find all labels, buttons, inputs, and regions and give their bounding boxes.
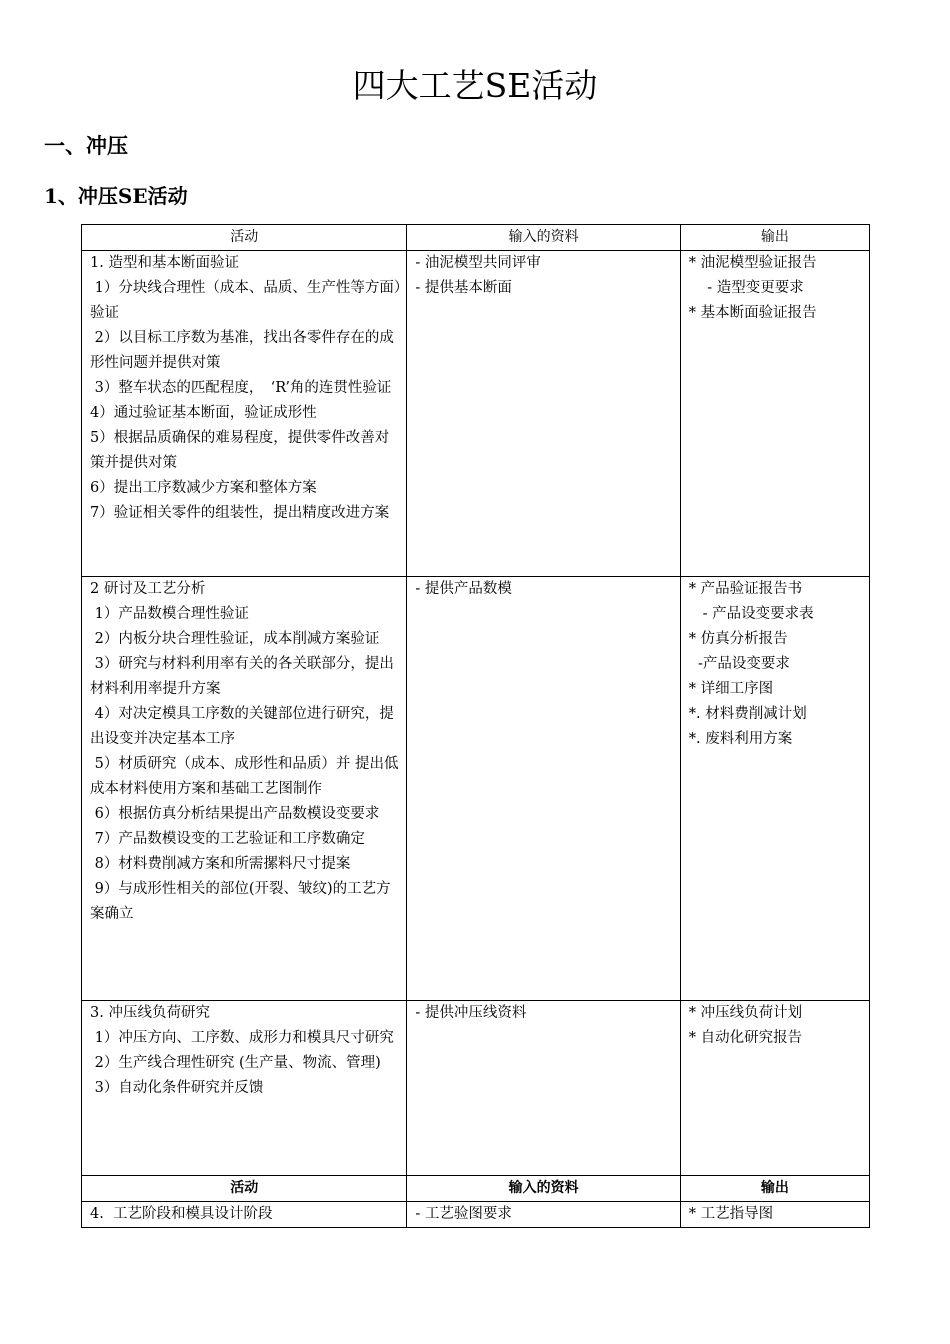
input-cell	[407, 251, 680, 577]
subsection-heading: 1、冲压SE活动	[44, 184, 188, 208]
input-cell	[407, 577, 680, 1001]
output-line: *. 废料利用方案	[688, 731, 793, 747]
activity-line: 3）自动化条件研究并反馈	[90, 1080, 264, 1096]
input-cell	[407, 1001, 680, 1176]
section-heading: 一、冲压	[44, 133, 128, 158]
table-row	[82, 1001, 870, 1176]
output-line: - 产品设变要求表	[688, 606, 814, 622]
output-line: * 基本断面验证报告	[688, 305, 817, 321]
output-line: * 仿真分析报告	[688, 631, 788, 647]
output-cell	[680, 577, 869, 1001]
output-line: -产品设变要求	[688, 656, 790, 672]
header-activity: 活动	[82, 1176, 407, 1202]
activity-line: 7）验证相关零件的组装性，提出精度改进方案	[90, 505, 390, 521]
activity-line: 2）内板分块合理性验证，成本削减方案验证	[90, 631, 380, 647]
activity-cell	[82, 1202, 407, 1228]
activity-line: 1. 造型和基本断面验证	[90, 255, 239, 271]
activity-cell	[82, 1001, 407, 1176]
activity-line: 2）生产线合理性研究 (生产量、物流、管理)	[90, 1055, 381, 1071]
document-title: 四大工艺SE活动	[352, 66, 598, 105]
header-output: 输出	[680, 225, 869, 251]
header-output: 输出	[680, 1176, 869, 1202]
activity-line: 8）材料费削减方案和所需摞料尺寸提案	[90, 856, 351, 872]
activity-line: 2）以目标工序数为基准，找出各零件存在的成形性问题并提供对策	[90, 330, 394, 371]
activity-line: 4. 工艺阶段和模具设计阶段	[90, 1206, 273, 1222]
header-input: 输入的资料	[407, 225, 680, 251]
activity-cell	[82, 251, 407, 577]
output-cell	[680, 1202, 869, 1228]
input-line: - 提供产品数模	[415, 581, 512, 597]
table-header-row	[82, 225, 870, 251]
activity-line: 1）冲压方向、工序数、成形力和模具尺寸研究	[90, 1030, 394, 1046]
output-line: * 工艺指导图	[688, 1206, 774, 1222]
header-input: 输入的资料	[407, 1176, 680, 1202]
input-line: - 提供基本断面	[415, 280, 512, 296]
input-cell	[407, 1202, 680, 1228]
output-line: * 冲压线负荷计划	[688, 1005, 803, 1021]
output-line: * 详细工序图	[688, 681, 774, 697]
table-row	[82, 577, 870, 1001]
header-activity: 活动	[82, 225, 407, 251]
activity-line: 6）根据仿真分析结果提出产品数模设变要求	[90, 806, 380, 822]
output-cell	[680, 1001, 869, 1176]
output-line: *. 材料费削减计划	[688, 706, 807, 722]
activity-line: 1）分块线合理性（成本、品质、生产性等方面）验证	[90, 280, 402, 321]
output-line: * 油泥模型验证报告	[688, 255, 817, 271]
input-line: - 提供冲压线资料	[415, 1005, 527, 1021]
output-cell	[680, 251, 869, 577]
activity-line: 7）产品数模设变的工艺验证和工序数确定	[90, 831, 365, 847]
output-line: - 造型变更要求	[688, 280, 804, 296]
se-activity-table	[81, 224, 870, 1228]
activity-line: 1）产品数模合理性验证	[90, 606, 249, 622]
activity-line: 5）根据品质确保的难易程度，提供零件改善对策并提供对策	[90, 430, 390, 471]
activity-cell	[82, 577, 407, 1001]
activity-line: 2 研讨及工艺分析	[90, 581, 206, 597]
activity-line: 5）材质研究（成本、成形性和品质）并 提出低成本材料使用方案和基础工艺图制作	[90, 756, 399, 797]
activity-line: 4）通过验证基本断面，验证成形性	[90, 405, 317, 421]
input-line: - 工艺验图要求	[415, 1206, 512, 1222]
activity-line: 4）对决定模具工序数的关键部位进行研究，提出设变并决定基本工序	[90, 706, 394, 747]
table-row	[82, 1202, 870, 1228]
table-header-row-repeat	[82, 1176, 870, 1202]
activity-line: 3. 冲压线负荷研究	[90, 1005, 210, 1021]
activity-line: 6）提出工序数减少方案和整体方案	[90, 480, 317, 496]
table-row	[82, 251, 870, 577]
output-line: * 产品验证报告书	[688, 581, 803, 597]
activity-line: 9）与成形性相关的部位(开裂、皱纹)的工艺方案确立	[90, 881, 391, 922]
input-line: - 油泥模型共同评审	[415, 255, 541, 271]
activity-line: 3）整车状态的匹配程度， ‘R’角的连贯性验证	[90, 380, 392, 396]
activity-line: 3）研究与材料利用率有关的各关联部分，提出材料利用率提升方案	[90, 656, 394, 697]
output-line: * 自动化研究报告	[688, 1030, 803, 1046]
